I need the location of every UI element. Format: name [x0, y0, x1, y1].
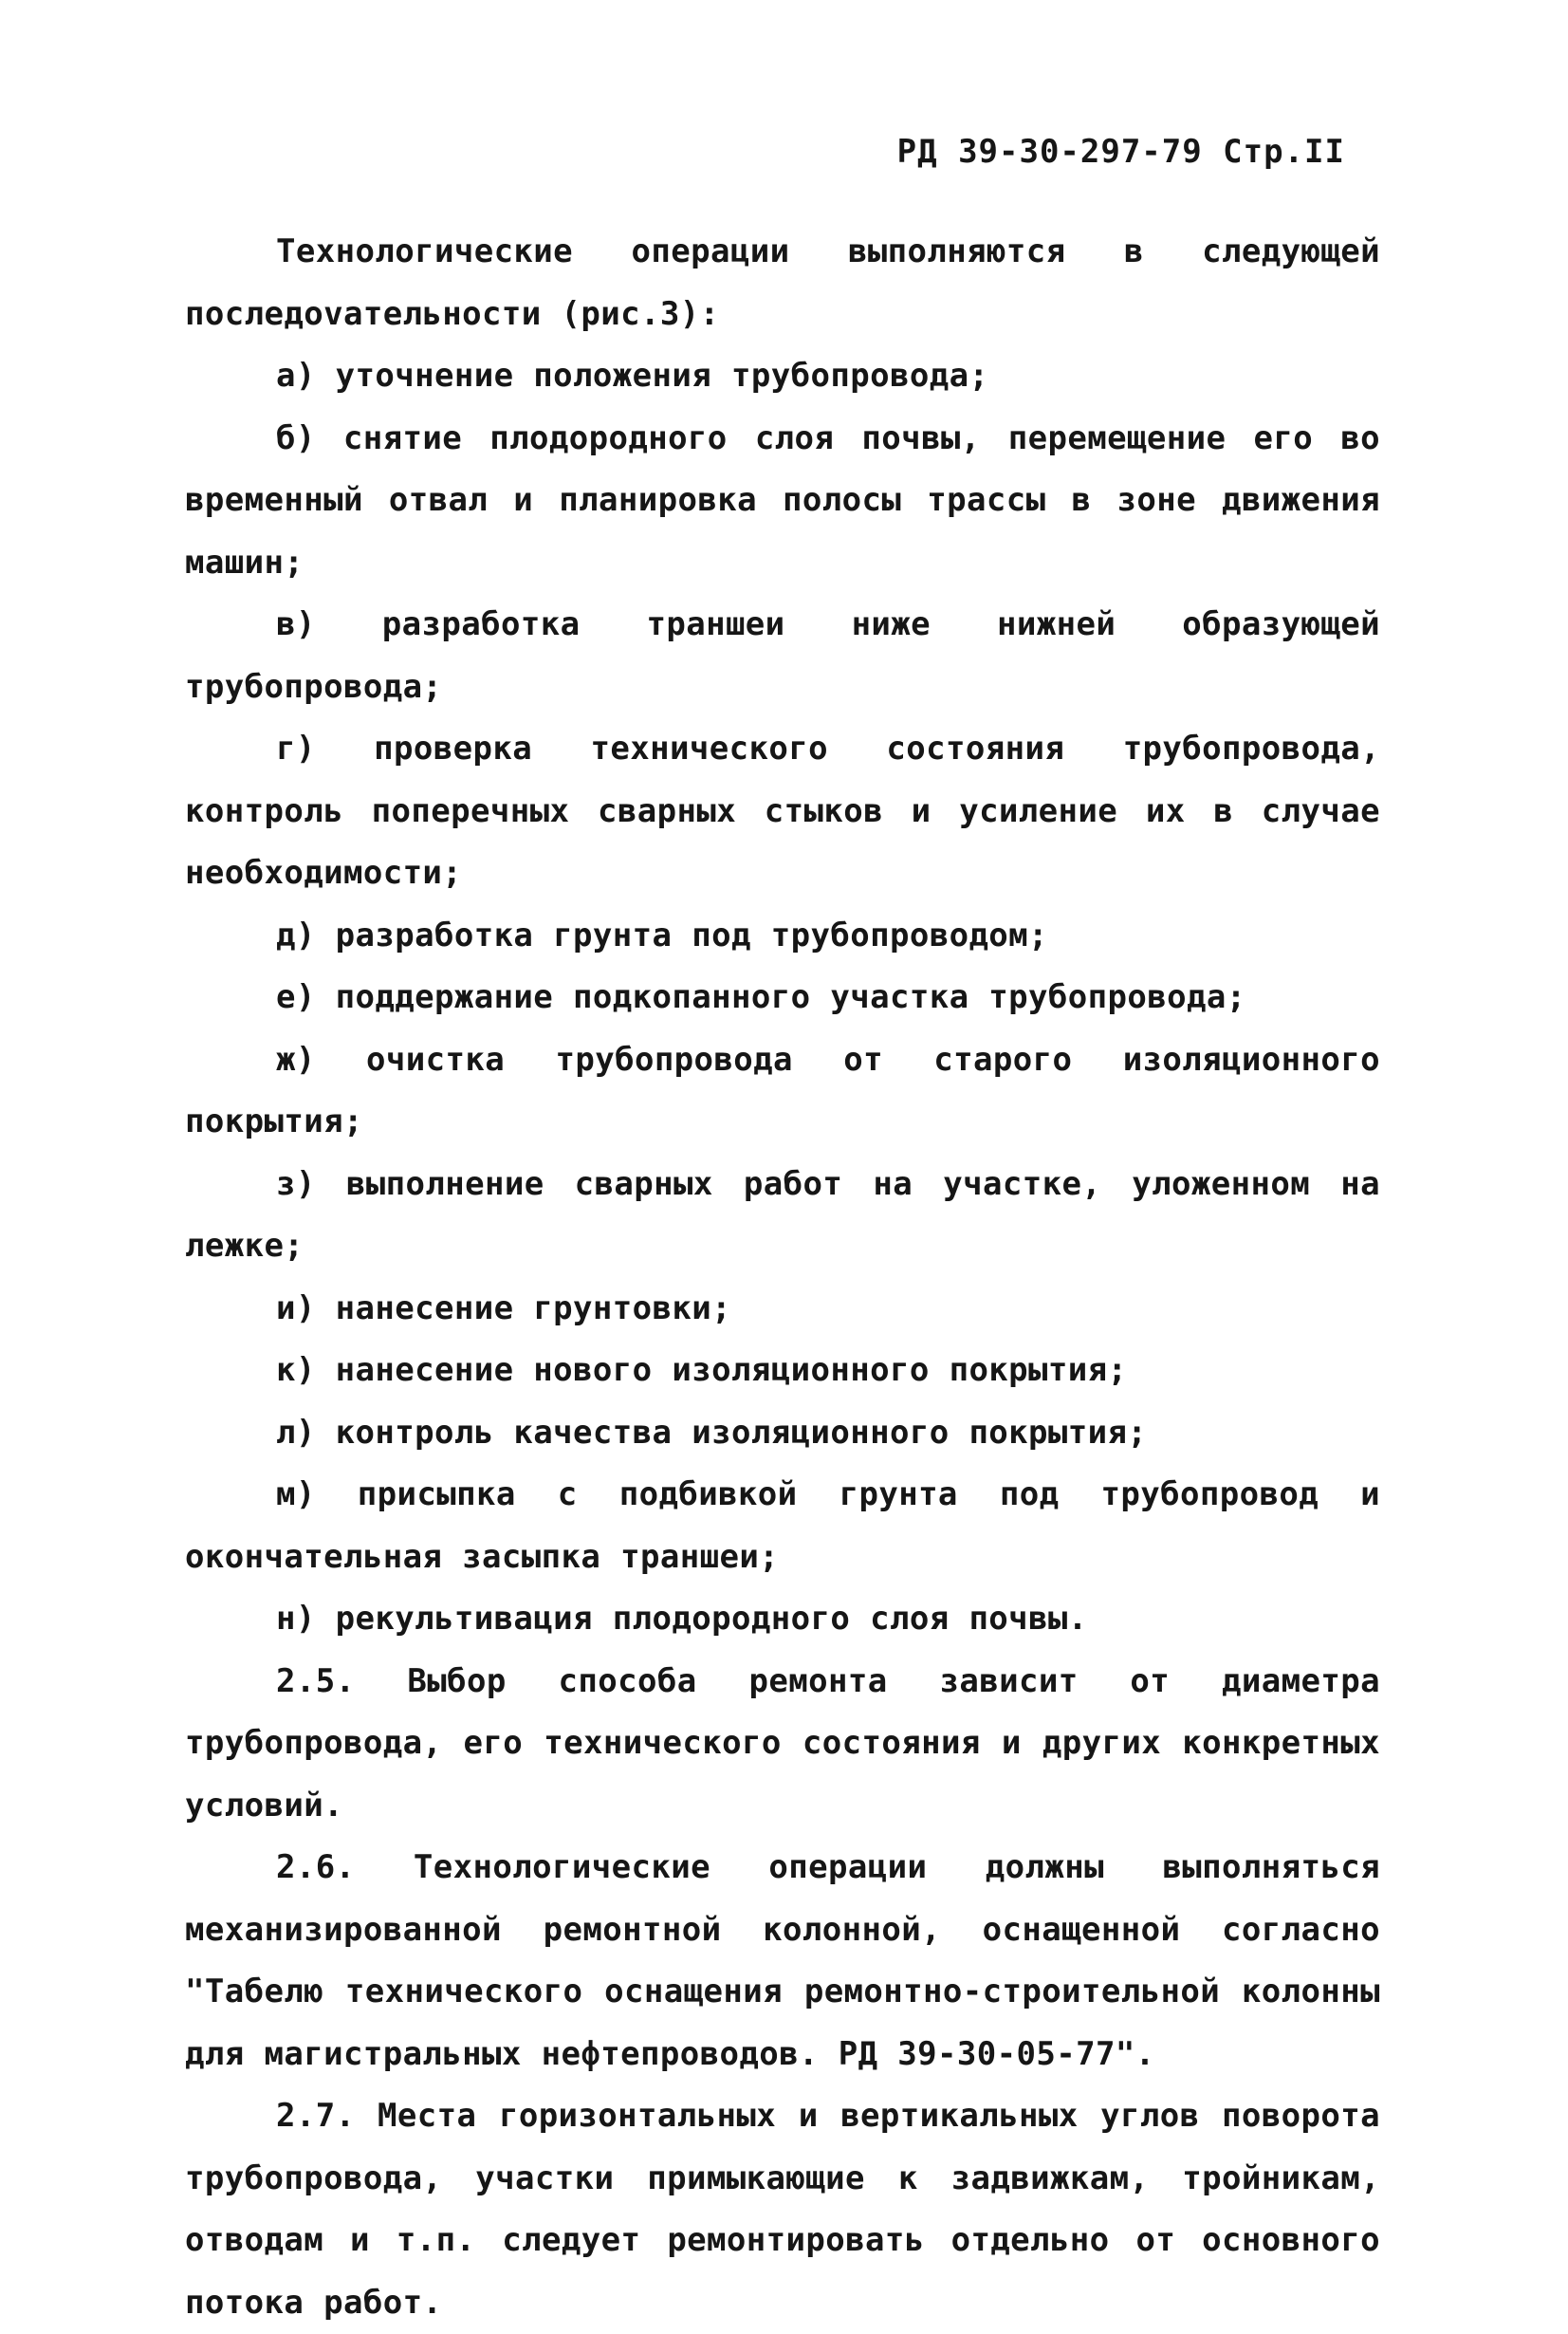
list-item-l: л) контроль качества изоляционного покрытия;	[276, 1413, 1148, 1452]
list-item-i: и) нанесение грунтовки;	[276, 1288, 732, 1327]
list-item-e: е) поддержание подкопанного участка трубопровода;	[276, 978, 1246, 1016]
list-item-b: б) снятие плодородного слоя почвы, перемещение его во временный отвал и планировка полосы трассы в зоне движения машин;	[185, 418, 1380, 582]
list-item-n: н) рекультивация плодородного слоя почвы.	[276, 1600, 1088, 1638]
clause-2-6: 2.6. Технологические операции должны выполняться механизированной ремонтной колонной, оснащенной согласно "Табелю технического оснащения ремонтно-строительной колонны для магистральных нефтепроводов. РД 39-30-05-77".	[185, 1848, 1380, 2073]
list-item-m: м) присыпка с подбивкой грунта под трубопровод и окончательная засыпка траншеи;	[185, 1475, 1380, 1576]
list-item-d: д) разработка грунта под трубопроводом;	[276, 916, 1048, 954]
page-header-doc-ref: РД 39-30-297-79 Стр.II	[896, 133, 1345, 171]
list-item-a: а) уточнение положения трубопровода;	[276, 357, 989, 395]
list-item-v: в) разработка траншеи ниже нижней образующей трубопровода;	[185, 605, 1380, 706]
clause-2-5: 2.5. Выбор способа ремонта зависит от диаметра трубопровода, его технического состояния и других конкретных условий.	[185, 1661, 1380, 1825]
list-item-zh: ж) очистка трубопровода от старого изоляционного покрытия;	[185, 1040, 1380, 1140]
paragraph-intro: Технологические операции выполняются в следующей последоvательности (рис.3):	[185, 232, 1380, 333]
list-item-k: к) нанесение нового изоляционного покрытия;	[276, 1351, 1128, 1389]
clause-2-7: 2.7. Места горизонтальных и вертикальных углов поворота трубопровода, участки примыкающие к задвижкам, тройникам, отводам и т.п. следует ремонтировать отдельно от основного потока работ.	[185, 2097, 1380, 2322]
list-item-g: г) проверка технического состояния трубопровода, контроль поперечных сварных стыков и усиление их в случае необходимости;	[185, 730, 1380, 892]
document-body	[185, 221, 1380, 2334]
list-item-z: з) выполнение сварных работ на участке, уложенном на лежке;	[185, 1164, 1380, 1265]
